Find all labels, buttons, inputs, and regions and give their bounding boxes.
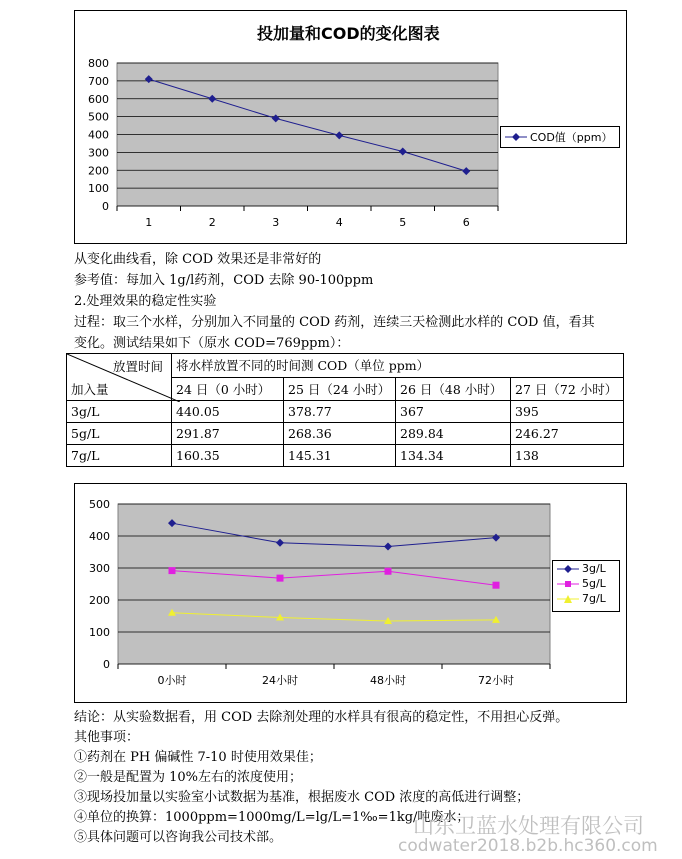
table-cell: 378.77: [284, 401, 396, 423]
table-cell: 160.35: [172, 445, 284, 467]
x-tick-label: 6: [462, 216, 470, 229]
legend-label-5g: 5g/L: [582, 577, 606, 590]
x-tick-label: 5: [399, 216, 407, 229]
note-5: ⑤具体问题可以咨询我公司技术部。: [74, 830, 283, 845]
note-4: ④单位的换算：1000ppm=1000mg/L=lg/L=1‰=1kg/吨废水；: [74, 810, 470, 825]
x-tick-label: 0小时: [157, 674, 187, 687]
paragraph-2: 参考值：每加入 1g/l药剂，COD 去除 90-100ppm: [74, 273, 374, 288]
table-cell: 291.87: [172, 423, 284, 445]
y-tick-label: 400: [89, 530, 110, 543]
conclusion: 结论：从实验数据看，用 COD 去除剂处理的水样具有很高的稳定性，不用担心反弹。: [74, 710, 569, 725]
chart-1-legend: [500, 126, 620, 148]
table-group-header: 将水样放置不同的时间测 COD（单位 ppm）: [172, 354, 624, 378]
table-row: [67, 401, 624, 423]
y-tick-label: 600: [88, 92, 109, 106]
watermark-url: codwater2018.b2b.hc360.com: [398, 836, 658, 856]
table-column-header: 27 日（72 小时）: [511, 377, 624, 401]
y-tick-label: 700: [88, 74, 109, 88]
legend-marker-cod: [505, 132, 527, 142]
chart-2-legend: [552, 560, 620, 612]
data-point: [385, 568, 392, 575]
table-cell: 134.34: [396, 445, 511, 467]
watermark-company: 山东卫蓝水处理有限公司: [413, 814, 644, 838]
paragraph-3: 2.处理效果的稳定性实验: [74, 294, 217, 309]
table-cell: 440.05: [172, 401, 284, 423]
x-tick-label: 24小时: [262, 674, 298, 687]
x-tick-label: 1: [145, 216, 153, 229]
y-tick-label: 400: [88, 128, 109, 142]
table-corner-cell: [67, 354, 172, 401]
y-tick-label: 200: [89, 594, 110, 607]
y-tick-label: 100: [88, 182, 109, 196]
y-tick-label: 500: [88, 110, 109, 124]
table-row-label: 7g/L: [67, 445, 172, 467]
x-tick-label: 72小时: [478, 674, 514, 687]
table-row-label: 5g/L: [67, 423, 172, 445]
table-row: [67, 423, 624, 445]
y-tick-label: 300: [88, 146, 109, 160]
table-cell: 246.27: [511, 423, 624, 445]
chart-2-frame: [74, 483, 627, 703]
table-cell: 289.84: [396, 423, 511, 445]
x-tick-label: 2: [208, 216, 216, 229]
paragraph-1: 从变化曲线看，除 COD 效果还是非常好的: [74, 252, 322, 267]
legend-entry-5g: [553, 576, 619, 591]
y-tick-label: 300: [89, 562, 110, 575]
table-row: [67, 445, 624, 467]
data-point: [169, 567, 176, 574]
y-tick-label: 200: [88, 164, 109, 178]
table-row-label: 3g/L: [67, 401, 172, 423]
paragraph-4: 过程：取三个水样，分别加入不同量的 COD 药剂，连续三天检测此水样的 COD 值，看其: [74, 315, 595, 330]
table-cell: 268.36: [284, 423, 396, 445]
x-tick-label: 4: [335, 216, 343, 229]
cod-table: [66, 353, 624, 467]
legend-entry-7g: [553, 591, 619, 606]
legend-label-cod: COD值（ppm）: [530, 131, 613, 144]
corner-bottom-label: 加入量: [71, 382, 109, 397]
chart-1-title: 投加量和COD的变化图表: [257, 24, 440, 43]
table-cell: 145.31: [284, 445, 396, 467]
legend-label-7g: 7g/L: [582, 592, 606, 605]
note-1: ①药剂在 PH 偏碱性 7-10 时使用效果佳；: [74, 750, 322, 765]
table-column-header: 25 日（24 小时）: [284, 377, 396, 401]
chart-1-frame: [74, 10, 627, 244]
table-column-header: 24 日（0 小时）: [172, 377, 284, 401]
y-tick-label: 500: [89, 498, 110, 511]
note-2: ②一般是配置为 10%左右的浓度使用；: [74, 770, 303, 785]
data-point: [493, 582, 500, 589]
legend-label-3g: 3g/L: [582, 562, 606, 575]
x-tick-label: 3: [272, 216, 280, 229]
note-3: ③现场投加量以实验室小试数据为基准，根据废水 COD 浓度的高低进行调整；: [74, 790, 530, 805]
table-cell: 395: [511, 401, 624, 423]
data-point: [277, 575, 284, 582]
corner-top-label: 放置时间: [112, 359, 163, 374]
legend-entry-3g: [553, 561, 619, 576]
paragraph-5: 变化。测试结果如下（原水 COD=769ppm）：: [74, 336, 350, 351]
y-tick-label: 0: [102, 200, 109, 213]
y-tick-label: 100: [89, 626, 110, 639]
other-notes-heading: 其他事项：: [74, 730, 140, 745]
table-cell: 367: [396, 401, 511, 423]
table-cell: 138: [511, 445, 624, 467]
x-tick-label: 48小时: [370, 674, 406, 687]
chart-2-plot: [75, 484, 626, 702]
y-tick-label: 800: [88, 57, 109, 70]
table-column-header: 26 日（48 小时）: [396, 377, 511, 401]
y-tick-label: 0: [103, 658, 110, 671]
